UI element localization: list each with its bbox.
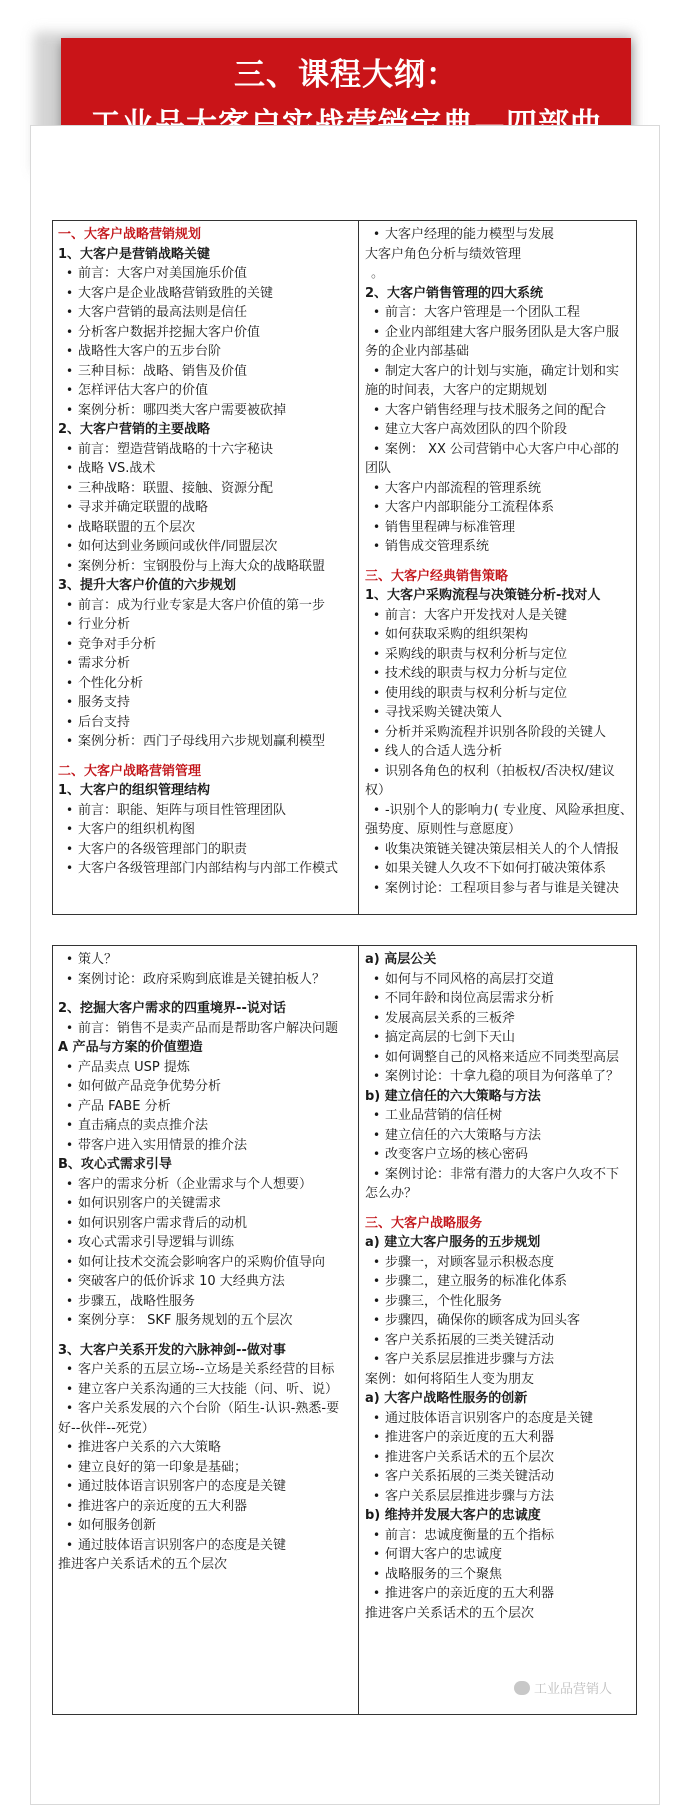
bullet-item: • 行业分析	[58, 615, 358, 635]
bullet-item: • 案例分析：哪四类大客户需要被砍掉	[58, 401, 358, 421]
bullet-item: • 识别各角色的权利（拍板权/否决权/建议	[365, 762, 636, 782]
bullet-item: • 客户的需求分析（企业需求与个人想要）	[58, 1175, 358, 1195]
section-heading: 三、大客户经典销售策略	[364, 568, 508, 584]
bullet-item: • 策人？	[58, 950, 358, 970]
bullet-item: • 大客户内部流程的管理系统	[365, 479, 636, 499]
text-line: 大客户角色分析与绩效管理	[364, 246, 521, 262]
spacer	[58, 989, 358, 999]
bullet-item: • 前言：塑造营销战略的十六字秘诀	[58, 440, 358, 460]
bullet-item: • 案例讨论：十拿九稳的项目为何落单了？	[365, 1067, 636, 1087]
subheading: b) 维持并发展大客户的忠诚度	[364, 1508, 541, 1523]
subheading: 1、大客户采购流程与决策链分析-找对人	[364, 588, 601, 603]
bullet-item: • 如何识别客户需求背后的动机	[58, 1214, 358, 1234]
subheading: a) 建立大客户服务的五步规划	[364, 1235, 541, 1250]
subheading: a) 大客户战略性服务的创新	[364, 1391, 528, 1406]
subheading: 1、大客户是营销战略关键	[58, 246, 211, 262]
outline-table-1-left-column	[53, 221, 359, 914]
bullet-item: • 如何与不同风格的高层打交道	[365, 970, 636, 990]
bullet-item: • 如何调整自己的风格来适应不同类型高层	[365, 1048, 636, 1068]
bullet-item: • 大客户是企业战略营销致胜的关键	[58, 284, 358, 304]
bullet-item: • 大客户营销的最高法则是信任	[58, 303, 358, 323]
section-heading: 二、大客户战略营销管理	[58, 763, 202, 779]
bullet-item: • 前言：大客户开发找对人是关键	[365, 606, 636, 626]
bullet-item: • 需求分析	[58, 654, 358, 674]
bullet-item: • 通过肢体语言识别客户的态度是关键	[365, 1409, 636, 1429]
outline-table-1	[52, 220, 637, 915]
bullet-item: • 竞争对手分析	[58, 635, 358, 655]
bullet-item: • 不同年龄和岗位高层需求分析	[365, 989, 636, 1009]
outline-table-1-right-column	[359, 221, 636, 914]
outline-table-2-left-column	[53, 946, 359, 1714]
bullet-item: • 建立良好的第一印象是基础；	[58, 1458, 358, 1478]
text-line: 推进客户关系话术的五个层次	[58, 1557, 228, 1572]
bullet-item: • 服务支持	[58, 693, 358, 713]
bullet-item: • 工业品营销的信任树	[365, 1106, 636, 1126]
bullet-item: • 战略性大客户的五步台阶	[58, 342, 358, 362]
bullet-item: • 怎样评估大客户的价值	[58, 381, 358, 401]
subheading: 2、大客户销售管理的四大系统	[364, 285, 543, 301]
bullet-item: • 何谓大客户的忠诚度	[365, 1545, 636, 1565]
bullet-item: • 通过肢体语言识别客户的态度是关键	[58, 1477, 358, 1497]
bullet-item: • 步骤一，对顾客显示积极态度	[365, 1253, 636, 1273]
bullet-item: • 前言：大客户对美国施乐价值	[58, 264, 358, 284]
bullet-item: • 战略服务的三个聚焦	[365, 1565, 636, 1585]
bullet-item: • 前言：大客户管理是一个团队工程	[365, 303, 636, 323]
subheading: 2、挖掘大客户需求的四重境界--说对话	[58, 1001, 286, 1016]
bullet-item: • 案例分析：宝钢股份与上海大众的战略联盟	[58, 557, 358, 577]
subheading: b) 建立信任的六大策略与方法	[364, 1088, 541, 1104]
bullet-item: • 案例分析：西门子母线用六步规划赢利模型	[58, 732, 358, 752]
text-line: 务的企业内部基础	[364, 344, 469, 359]
text-line: 好--伙伴--死党）	[58, 1420, 155, 1436]
bullet-item: • 大客户各级管理部门内部结构与内部工作模式	[58, 859, 358, 879]
bullet-item: • 推进客户关系话术的五个层次	[365, 1448, 636, 1468]
bullet-item: • 分析并采购流程并识别各阶段的关键人	[365, 723, 636, 743]
bullet-item: • 如何做产品竞争优势分析	[58, 1077, 358, 1097]
outline-table-2-right-column	[359, 946, 636, 1714]
title-line-1: 三、课程大纲：	[234, 57, 458, 93]
bullet-item: • 如何服务创新	[58, 1516, 358, 1536]
text-line: 强势度、原则性与意愿度）	[364, 822, 521, 837]
bullet-item: • 如何识别客户的关键需求	[58, 1194, 358, 1214]
bullet-item: • 寻求并确定联盟的战略	[58, 498, 358, 518]
bullet-item: • 销售里程碑与标准管理	[365, 518, 636, 538]
bullet-item: • 突破客户的低价诉求 10 大经典方法	[58, 1272, 358, 1292]
bullet-item: • 直击痛点的卖点推介法	[58, 1116, 358, 1136]
bullet-item: • 攻心式需求引导逻辑与训练	[58, 1233, 358, 1253]
bullet-item: • 收集决策链关键决策层相关人的个人情报	[365, 840, 636, 860]
bullet-item: • 客户关系的五层立场--立场是关系经营的目标	[58, 1360, 358, 1380]
bullet-item: • 战略联盟的五个层次	[58, 518, 358, 538]
watermark-text: 工业品营销人	[534, 1682, 613, 1697]
bullet-item: • 前言：成为行业专家是大客户价值的第一步	[58, 596, 358, 616]
bullet-item: • 战略 VS.战术	[58, 459, 358, 479]
bullet-item: • 销售成交管理系统	[365, 537, 636, 557]
bullet-item: • 产品 FABE 分析	[58, 1097, 358, 1117]
bullet-item: • 如何达到业务顾问或伙伴/同盟层次	[58, 537, 358, 557]
bullet-item: • 建立客户关系沟通的三大技能（问、听、说）	[58, 1380, 358, 1400]
text-line: 团队	[364, 461, 391, 476]
text-line: 施的时间表，大客户的定期规划	[364, 383, 547, 398]
bullet-item: • 客户关系拓展的三类关键活动	[365, 1467, 636, 1487]
bullet-item: • 采购线的职责与权利分析与定位	[365, 645, 636, 665]
subheading: B、攻心式需求引导	[58, 1157, 172, 1172]
bullet-item: • 步骤五，战略性服务	[58, 1292, 358, 1312]
bullet-item: • 分析客户数据并挖掘大客户价值	[58, 323, 358, 343]
bullet-item: • 通过肢体语言识别客户的态度是关键	[58, 1536, 358, 1556]
bullet-item: • -识别个人的影响力( 专业度、风险承担度、	[365, 801, 636, 821]
text-line: 权）	[364, 783, 391, 798]
bullet-item: • 案例讨论：非常有潜力的大客户久攻不下	[365, 1165, 636, 1185]
spacer	[58, 752, 358, 762]
bullet-item: • 技术线的职责与权力分析与定位	[365, 664, 636, 684]
bullet-item: • 线人的合适人选分析	[365, 742, 636, 762]
spacer	[365, 557, 636, 567]
bullet-item: • 三种战略：联盟、接触、资源分配	[58, 479, 358, 499]
text-line: 怎么办？	[364, 1186, 417, 1201]
subheading: 2、大客户营销的主要战略	[58, 422, 211, 437]
watermark	[514, 1678, 612, 1697]
bullet-item: • 大客户的各级管理部门的职责	[58, 840, 358, 860]
bullet-item: • 建立大客户高效团队的四个阶段	[365, 420, 636, 440]
text-line: 。	[370, 266, 384, 281]
bullet-item: • 推进客户的亲近度的五大利器	[365, 1428, 636, 1448]
bullet-item: • 前言：忠诚度衡量的五个指标	[365, 1526, 636, 1546]
bullet-item: • 案例讨论：政府采购到底谁是关键拍板人？	[58, 970, 358, 990]
text-line: 推进客户关系话术的五个层次	[364, 1605, 534, 1621]
bullet-item: • 推进客户关系的六大策略	[58, 1438, 358, 1458]
section-heading: 三、大客户战略服务	[364, 1215, 482, 1231]
bullet-item: • 三种目标：战略、销售及价值	[58, 362, 358, 382]
bullet-item: • 带客户进入实用情景的推介法	[58, 1136, 358, 1156]
bullet-item: • 步骤四，确保你的顾客成为回头客	[365, 1311, 636, 1331]
bullet-item: • 大客户经理的能力模型与发展	[365, 225, 636, 245]
bullet-item: • 大客户销售经理与技术服务之间的配合	[365, 401, 636, 421]
text-line: 案例：如何将陌生人变为朋友	[364, 1371, 534, 1387]
bullet-item: • 大客户内部职能分工流程体系	[365, 498, 636, 518]
bullet-item: • 前言：职能、矩阵与项目性管理团队	[58, 801, 358, 821]
subheading: A 产品与方案的价值塑造	[58, 1040, 203, 1055]
bullet-item: • 推进客户的亲近度的五大利器	[58, 1497, 358, 1517]
bullet-item: • 步骤三，个性化服务	[365, 1292, 636, 1312]
subheading: a) 高层公关	[364, 952, 437, 967]
bullet-item: • 客户关系发展的六个台阶（陌生-认识-熟悉-要	[58, 1399, 358, 1419]
bullet-item: • 搞定高层的七剑下天山	[365, 1028, 636, 1048]
bullet-item: • 案例： XX 公司营销中心大客户中心部的	[365, 440, 636, 460]
spacer	[365, 1204, 636, 1214]
bullet-item: • 制定大客户的计划与实施，确定计划和实	[365, 362, 636, 382]
bullet-item: • 客户关系层层推进步骤与方法	[365, 1487, 636, 1507]
subheading: 3、提升大客户价值的六步规划	[58, 578, 237, 593]
bullet-item: • 如果关键人久攻不下如何打破决策体系	[365, 859, 636, 879]
bullet-item: • 客户关系层层推进步骤与方法	[365, 1350, 636, 1370]
bullet-item: • 建立信任的六大策略与方法	[365, 1126, 636, 1146]
bullet-item: • 后台支持	[58, 713, 358, 733]
bullet-item: • 案例讨论：工程项目参与者与谁是关键决	[365, 879, 636, 899]
bullet-item: • 发展高层关系的三板斧	[365, 1009, 636, 1029]
bullet-item: • 如何获取采购的组织架构	[365, 625, 636, 645]
bullet-item: • 企业内部组建大客户服务团队是大客户服	[365, 323, 636, 343]
bullet-item: • 使用线的职责与权利分析与定位	[365, 684, 636, 704]
bullet-item: • 个性化分析	[58, 674, 358, 694]
bullet-item: • 前言：销售不是卖产品而是帮助客户解决问题	[58, 1019, 358, 1039]
section-heading: 一、大客户战略营销规划	[58, 227, 202, 242]
subheading: 3、大客户关系开发的六脉神剑--做对事	[58, 1342, 286, 1358]
bullet-item: • 推进客户的亲近度的五大利器	[365, 1584, 636, 1604]
spacer	[58, 1331, 358, 1341]
bullet-item: • 客户关系拓展的三类关键活动	[365, 1331, 636, 1351]
bullet-item: • 如何让技术交流会影响客户的采购价值导向	[58, 1253, 358, 1273]
bullet-item: • 改变客户立场的核心密码	[365, 1145, 636, 1165]
subheading: 1、大客户的组织管理结构	[58, 783, 211, 798]
bullet-item: • 案例分享： SKF 服务规划的五个层次	[58, 1311, 358, 1331]
bullet-item: • 大客户的组织机构图	[58, 820, 358, 840]
bullet-item: • 步骤二，建立服务的标准化体系	[365, 1272, 636, 1292]
bullet-item: • 产品卖点 USP 提炼	[58, 1058, 358, 1078]
outline-table-2	[52, 945, 637, 1715]
wechat-icon	[514, 1681, 530, 1695]
bullet-item: • 寻找采购关键决策人	[365, 703, 636, 723]
